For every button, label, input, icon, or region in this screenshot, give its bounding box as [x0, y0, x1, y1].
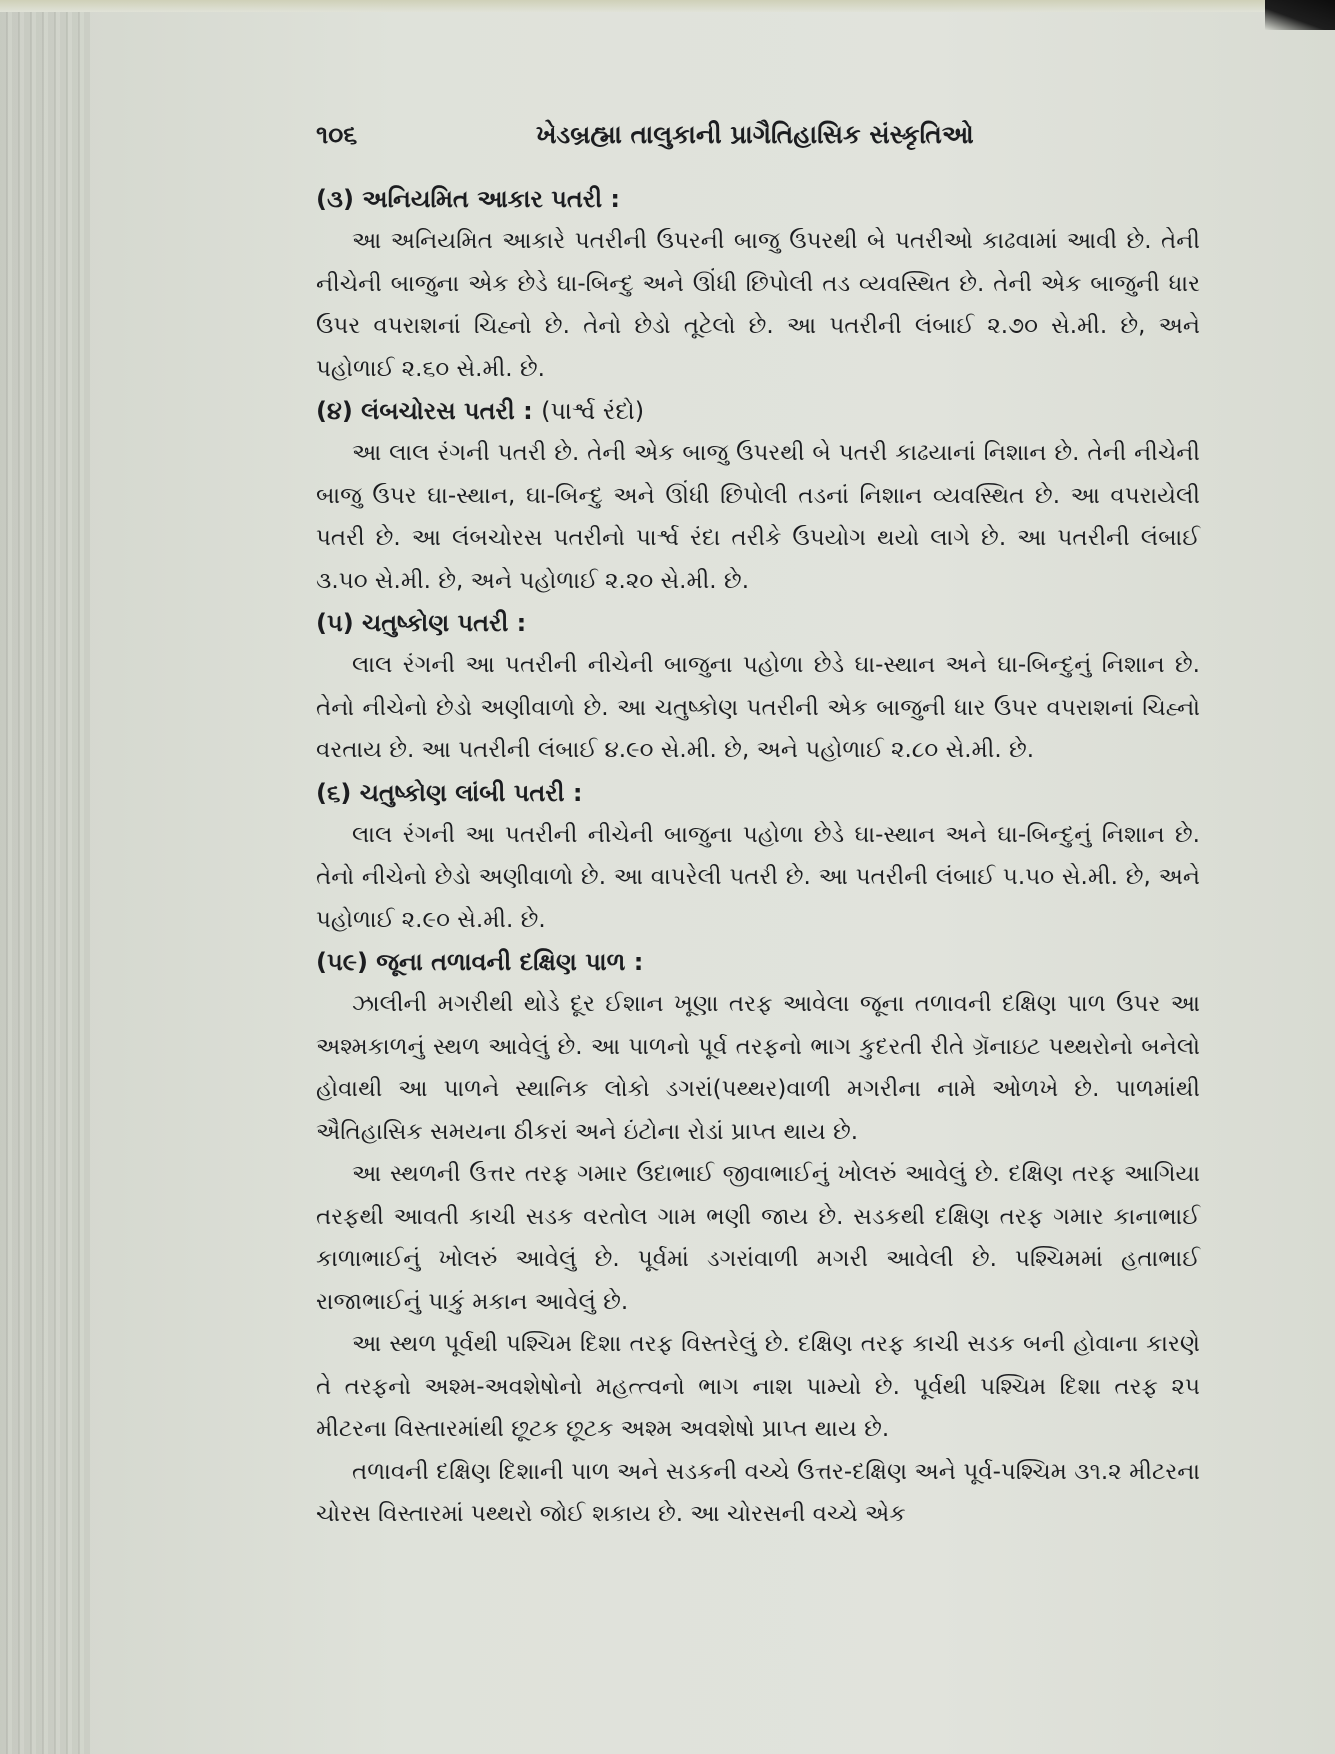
heading-text: (૩) અનિયમિત આકાર પતરી :	[316, 185, 621, 213]
section-heading	[316, 390, 1200, 432]
paragraph: આ અનિયમિત આકારે પતરીની ઉપરની બાજુ ઉપરથી બે પતરીઓ કાઢવામાં આવી છે. તેની નીચેની બાજુના એક છેડે ઘા-બિન્દુ અને ઊંધી છિપોલી તડ વ્યવસ્થિત છે. તેની એક બાજુની ધાર ઉપર વપરાશનાં ચિહ્નો છે. તેનો છેડો તૂટેલો છે. આ પતરીની લંબાઈ ૨.૭૦ સે.મી. છે, અને પહોળાઈ ૨.૬૦ સે.મી. છે.	[316, 228, 1200, 382]
heading-text: (૬) ચતુષ્કોણ લાંબી પતરી :	[316, 778, 583, 807]
page-content	[316, 120, 1200, 1536]
section-quadrilateral-flake	[316, 602, 1200, 772]
scan-corner-shadow	[1265, 0, 1335, 30]
heading-note: (પાર્શ્વ રંદો)	[541, 397, 645, 425]
section-heading	[316, 772, 1200, 814]
section-irregular-flake	[316, 178, 1200, 390]
running-header	[316, 120, 1200, 166]
heading-text: (૫) ચતુષ્કોણ પતરી :	[316, 609, 527, 637]
paragraph: આ લાલ રંગની પતરી છે. તેની એક બાજુ ઉપરથી બે પતરી કાઢયાનાં નિશાન છે. તેની નીચેની બાજુ ઉપર ઘા-સ્થાન, ઘા-બિન્દુ અને ઊંધી છિપોલી તડનાં નિશાન વ્યવસ્થિત છે. આ વપરાયેલી પતરી છે. આ લંબચોરસ પતરીનો પાર્શ્વ રંદા તરીકે ઉપયોગ થયો લાગે છે. આ પતરીની લંબાઈ ૩.૫૦ સે.મી. છે, અને પહોળાઈ ૨.૨૦ સે.મી. છે.	[316, 440, 1200, 594]
section-long-quadrilateral-flake	[316, 772, 1200, 942]
paragraph: આ સ્થળ પૂર્વથી પશ્ચિમ દિશા તરફ વિસ્તરેલું છે. દક્ષિણ તરફ કાચી સડક બની હોવાના કારણે તે તરફનો અશ્મ-અવશેષોનો મહત્ત્વનો ભાગ નાશ પામ્યો છે. પૂર્વથી પશ્ચિમ દિશા તરફ ૨૫ મીટરના વિસ્તારમાંથી છૂટક છૂટક અશ્મ અવશેષો પ્રાપ્ત થાય છે.	[316, 1331, 1200, 1442]
heading-text: (૫૯) જૂના તળાવની દક્ષિણ પાળ :	[316, 948, 644, 976]
paragraph: ઝાલીની મગરીથી થોડે દૂર ઈશાન ખૂણા તરફ આવેલા જૂના તળાવની દક્ષિણ પાળ ઉપર આ અશ્મકાળનું સ્થળ આવેલું છે. આ પાળનો પૂર્વ તરફનો ભાગ કુદરતી રીતે ગ્રૅનાઇટ પથ્થરોનો બનેલો હોવાથી આ પાળને સ્થાનિક લોકો ડગરાં(પથ્થર)વાળી મગરીના નામે ઓળખે છે. પાળમાંથી ઐતિહાસિક સમયના ઠીકરાં અને ઇંટોના રોડાં પ્રાપ્ત થાય છે.	[316, 991, 1200, 1145]
section-old-lake-south-embankment	[316, 941, 1200, 1536]
running-title: ખેડબ્રહ્મા તાલુકાની પ્રાગૈતિહાસિક સંસ્કૃતિઓ	[536, 120, 974, 149]
section-heading	[316, 178, 1200, 220]
paragraph: લાલ રંગની આ પતરીની નીચેની બાજુના પહોળા છેડે ઘા-સ્થાન અને ઘા-બિન્દુનું નિશાન છે. તેનો નીચેનો છેડો અણીવાળો છે. આ વાપરેલી પતરી છે. આ પતરીની લંબાઈ ૫.૫૦ સે.મી. છે, અને પહોળાઈ ૨.૯૦ સે.મી. છે.	[316, 821, 1200, 933]
section-heading	[316, 941, 1200, 983]
heading-text: (૪) લંબચોરસ પતરી :	[316, 397, 533, 425]
page-edge-stack	[0, 0, 90, 1754]
paragraph: આ સ્થળની ઉત્તર તરફ ગમાર ઉદાભાઈ જીવાભાઈનું ખોલરું આવેલું છે. દક્ષિણ તરફ આગિયા તરફથી આવતી કાચી સડક વરતોલ ગામ ભણી જાય છે. સડકથી દક્ષિણ તરફ ગમાર કાનાભાઈ કાળાભાઈનું ખોલરું આવેલું છે. પૂર્વમાં ડગરાંવાળી મગરી આવેલી છે. પશ્ચિમમાં હતાભાઈ રાજાભાઈનું પાકું મકાન આવેલું છે.	[316, 1161, 1200, 1315]
top-page-edge	[0, 0, 1335, 12]
paragraph: લાલ રંગની આ પતરીની નીચેની બાજુના પહોળા છેડે ઘા-સ્થાન અને ઘા-બિન્દુનું નિશાન છે. તેનો નીચેનો છેડો અણીવાળો છે. આ ચતુષ્કોણ પતરીની એક બાજુની ધાર ઉપર વપરાશનાં ચિહ્નો વરતાય છે. આ પતરીની લંબાઈ ૪.૯૦ સે.મી. છે, અને પહોળાઈ ૨.૮૦ સે.મી. છે.	[316, 652, 1200, 763]
section-rectangular-flake	[316, 390, 1200, 602]
paragraph: તળાવની દક્ષિણ દિશાની પાળ અને સડકની વચ્ચે ઉત્તર-દક્ષિણ અને પૂર્વ-પશ્ચિમ ૩૧.૨ મીટરના ચોરસ વિસ્તારમાં પથ્થરો જોઈ શકાય છે. આ ચોરસની વચ્ચે એક	[316, 1458, 1200, 1527]
section-heading	[316, 602, 1200, 644]
page-number: ૧૦૬	[316, 120, 358, 149]
